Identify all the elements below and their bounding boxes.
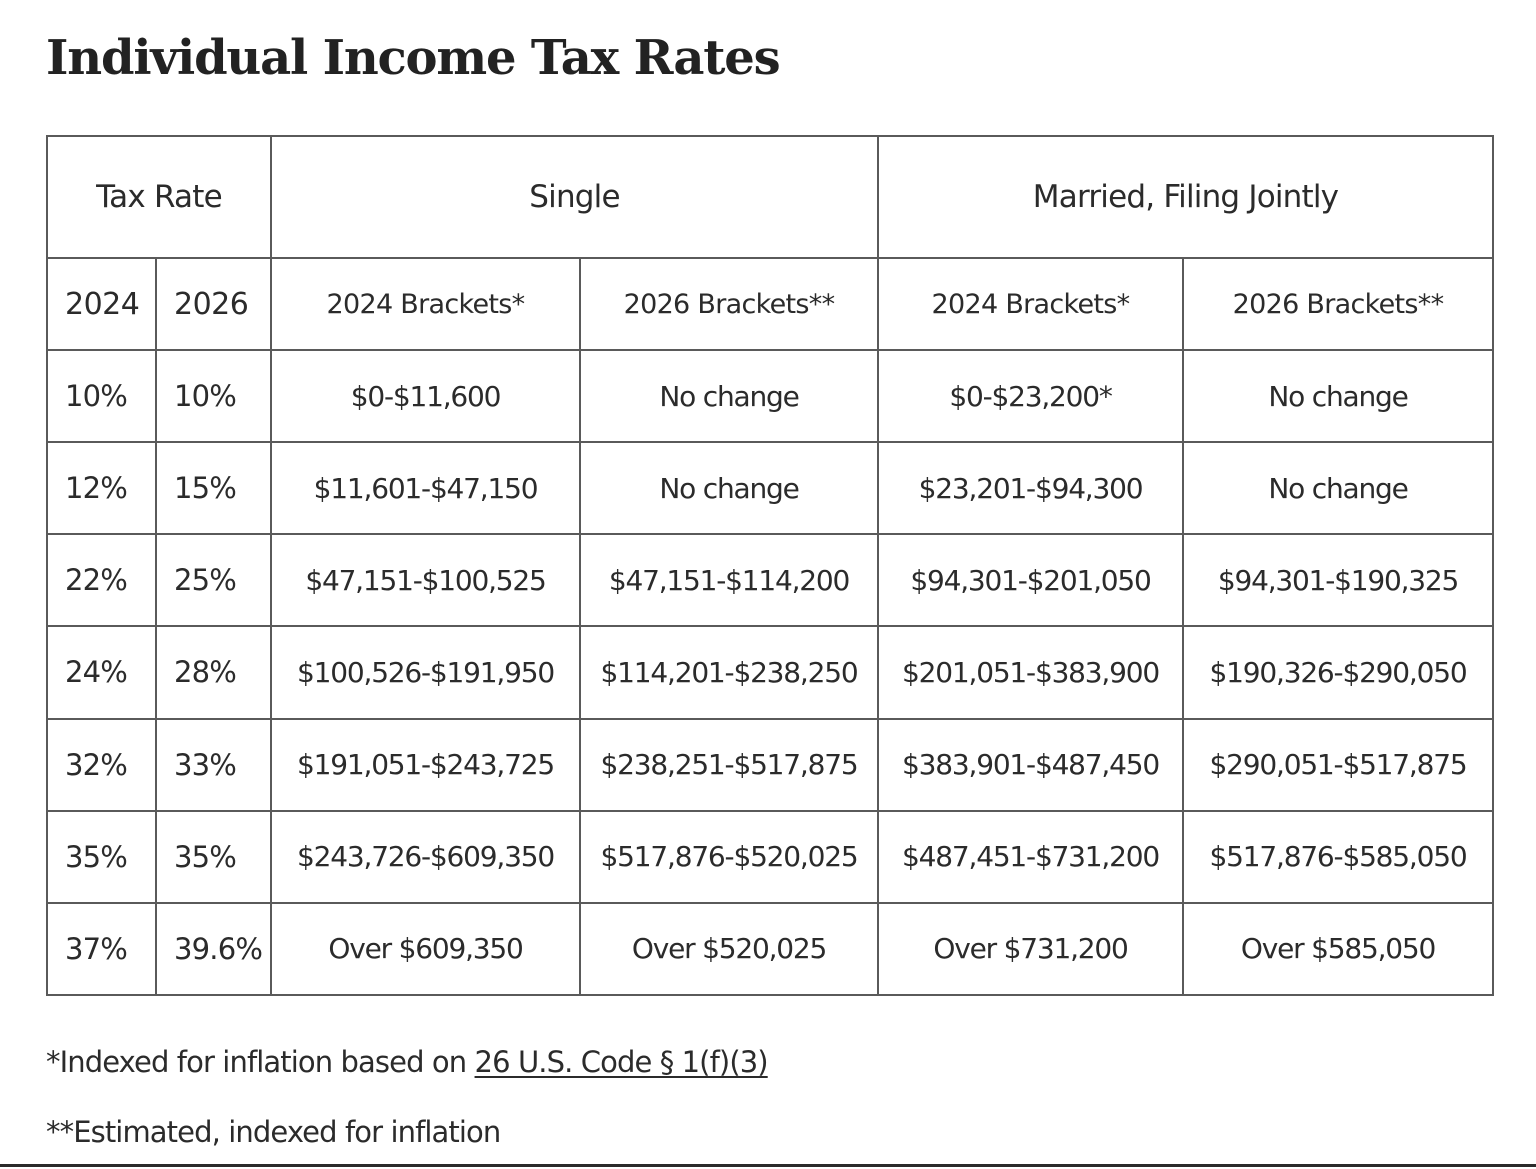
married-2026-bracket-cell: No change — [1183, 442, 1493, 534]
table-row — [47, 719, 1493, 811]
footnote-estimated: **Estimated, indexed for inflation — [46, 1115, 501, 1149]
married-2024-bracket-cell: $201,051-$383,900 — [878, 626, 1183, 718]
single-2024-bracket-cell: $100,526-$191,950 — [271, 626, 580, 718]
single-2024-bracket-cell: $0-$11,600 — [271, 350, 580, 442]
single-2026-bracket-cell: $47,151-$114,200 — [580, 534, 878, 626]
married-2026-bracket-cell: Over $585,050 — [1183, 903, 1493, 995]
married-2024-bracket-cell: $383,901-$487,450 — [878, 719, 1183, 811]
married-2026-bracket-cell: $517,876-$585,050 — [1183, 811, 1493, 903]
tax-rates-table — [46, 135, 1494, 996]
group-header-row — [47, 136, 1493, 258]
married-2026-bracket-cell: $94,301-$190,325 — [1183, 534, 1493, 626]
tax-rate-header: Tax Rate — [47, 136, 271, 258]
footnote-indexed — [46, 1042, 768, 1082]
single-2024-bracket-cell: $191,051-$243,725 — [271, 719, 580, 811]
rate-2026-cell: 39.6% — [156, 903, 271, 995]
single-2026-bracket-cell: $238,251-$517,875 — [580, 719, 878, 811]
table-row — [47, 903, 1493, 995]
rate-2026-cell: 28% — [156, 626, 271, 718]
single-2026-bracket-cell: $517,876-$520,025 — [580, 811, 878, 903]
married-filing-jointly-header: Married, Filing Jointly — [878, 136, 1493, 258]
married-2024-bracket-cell: Over $731,200 — [878, 903, 1183, 995]
single-2026-bracket-cell: No change — [580, 442, 878, 534]
rate-2024-cell: 32% — [47, 719, 156, 811]
sub-header-row — [47, 258, 1493, 350]
page-title: Individual Income Tax Rates — [46, 30, 780, 86]
married-2026-bracket-cell: $290,051-$517,875 — [1183, 719, 1493, 811]
single-2026-brackets-header: 2026 Brackets** — [580, 258, 878, 350]
single-2026-bracket-cell: $114,201-$238,250 — [580, 626, 878, 718]
married-2024-brackets-header: 2024 Brackets* — [878, 258, 1183, 350]
married-2026-bracket-cell: No change — [1183, 350, 1493, 442]
married-2024-bracket-cell: $487,451-$731,200 — [878, 811, 1183, 903]
rate-2026-cell: 15% — [156, 442, 271, 534]
married-2026-brackets-header: 2026 Brackets** — [1183, 258, 1493, 350]
married-2024-bracket-cell: $23,201-$94,300 — [878, 442, 1183, 534]
rate-2024-cell: 24% — [47, 626, 156, 718]
rate-2026-cell: 10% — [156, 350, 271, 442]
rate-2024-cell: 35% — [47, 811, 156, 903]
single-2024-brackets-header: 2024 Brackets* — [271, 258, 580, 350]
rate-2024-cell: 12% — [47, 442, 156, 534]
rate-2026-cell: 35% — [156, 811, 271, 903]
rate-2024-header: 2024 — [47, 258, 156, 350]
table-row — [47, 626, 1493, 718]
table-row — [47, 811, 1493, 903]
single-2024-bracket-cell: $11,601-$47,150 — [271, 442, 580, 534]
single-2024-bracket-cell: $47,151-$100,525 — [271, 534, 580, 626]
single-2026-bracket-cell: Over $520,025 — [580, 903, 878, 995]
rate-2026-header: 2026 — [156, 258, 271, 350]
table-row — [47, 350, 1493, 442]
married-2024-bracket-cell: $94,301-$201,050 — [878, 534, 1183, 626]
married-2024-bracket-cell: $0-$23,200* — [878, 350, 1183, 442]
footnote-indexed-text: *Indexed for inflation based on — [46, 1045, 475, 1079]
us-code-link[interactable]: 26 U.S. Code § 1(f)(3) — [474, 1045, 768, 1079]
rate-2026-cell: 25% — [156, 534, 271, 626]
single-2024-bracket-cell: Over $609,350 — [271, 903, 580, 995]
single-2024-bracket-cell: $243,726-$609,350 — [271, 811, 580, 903]
married-2026-bracket-cell: $190,326-$290,050 — [1183, 626, 1493, 718]
single-2026-bracket-cell: No change — [580, 350, 878, 442]
rate-2024-cell: 37% — [47, 903, 156, 995]
bottom-divider — [0, 1164, 1536, 1167]
single-header: Single — [271, 136, 878, 258]
rate-2026-cell: 33% — [156, 719, 271, 811]
table-row — [47, 442, 1493, 534]
rate-2024-cell: 22% — [47, 534, 156, 626]
rate-2024-cell: 10% — [47, 350, 156, 442]
table-row — [47, 534, 1493, 626]
